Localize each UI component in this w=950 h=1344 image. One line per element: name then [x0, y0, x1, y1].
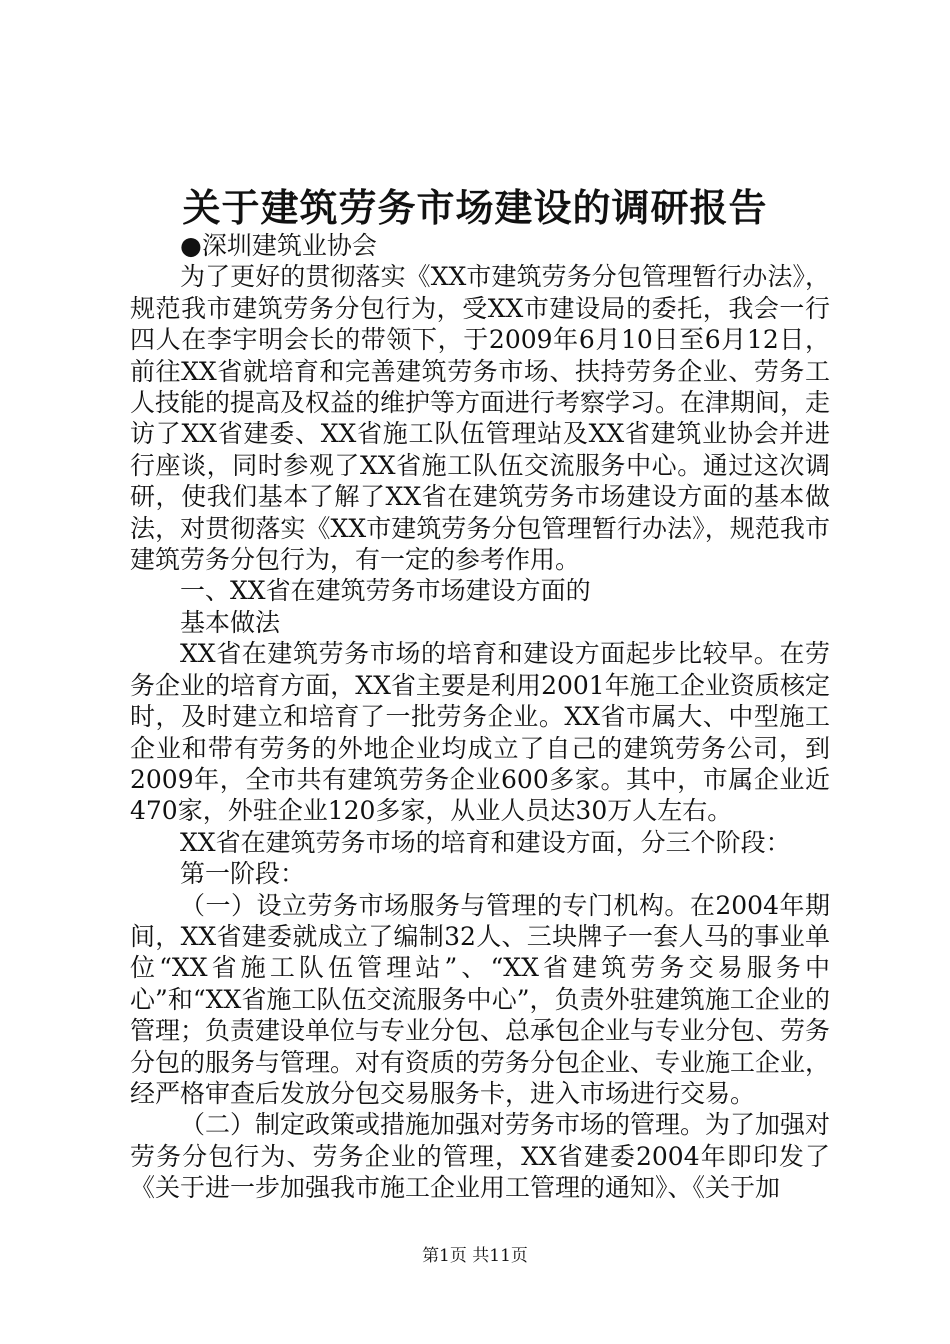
- intro-paragraph: 为了更好的贯彻落实《XX市建筑劳务分包管理暂行办法》，规范我市建筑劳务分包行为，受XX市建设局的委托，我会一行四人在李宇明会长的带领下，于2009年6月10日至6月12日，前往XX省就培育和完善建筑劳务市场、扶持劳务企业、劳务工人技能的提高及权益的维护等方面进行考察学习。在津期间，走访了XX省建委、XX省施工队伍管理站及XX省建筑业协会并进行座谈，同时参观了XX省施工队伍交流服务中心。通过这次调研，使我们基本了解了XX省在建筑劳务市场建设方面的基本做法，对贯彻落实《XX市建筑劳务分包管理暂行办法》，规范我市建筑劳务分包行为，有一定的参考作用。: [130, 262, 831, 575]
- document-title: 关于建筑劳务市场建设的调研报告: [182, 186, 768, 230]
- author-line: ●深圳建筑业协会: [180, 231, 377, 260]
- body-paragraph: （二）制定政策或措施加强对劳务市场的管理。为了加强对劳务分包行为、劳务企业的管理，XX省建委2004年即印发了《关于进一步加强我市施工企业用工管理的通知》、《关于加: [130, 1110, 831, 1203]
- body-paragraph: XX省在建筑劳务市场的培育和建设方面起步比较早。在劳务企业的培育方面，XX省主要是利用2001年施工企业资质核定时，及时建立和培育了一批劳务企业。XX省市属大、中型施工企业和带有劳务的外地企业均成立了自己的建筑劳务公司，到2009年，全市共有建筑劳务企业600多家。其中，市属企业近470家，外驻企业120多家，从业人员达30万人左右。: [130, 639, 830, 826]
- page-footer: 第1页 共11页: [422, 1246, 528, 1266]
- stage-heading: 第一阶段：: [180, 859, 306, 889]
- body-paragraph: （一）设立劳务市场服务与管理的专门机构。在2004年期间，XX省建委就成立了编制32人、三块牌子一套人马的事业单位“XX省施工队伍管理站”、“XX省建筑劳务交易服务中心”和“XX省施工队伍交流服务中心”，负责外驻建筑施工企业的管理；负责建设单位与专业分包、总承包企业与专业分包、劳务分包的服务与管理。对有资质的劳务分包企业、专业施工企业，经严格审查后发放分包交易服务卡，进入市场进行交易。: [130, 890, 831, 1108]
- body-paragraph: XX省在建筑劳务市场的培育和建设方面，分三个阶段：: [180, 827, 791, 857]
- document-body: [130, 230, 830, 1204]
- section-heading-line-1: 一、XX省在建筑劳务市场建设方面的: [180, 576, 591, 606]
- section-heading-line-2: 基本做法: [180, 607, 281, 637]
